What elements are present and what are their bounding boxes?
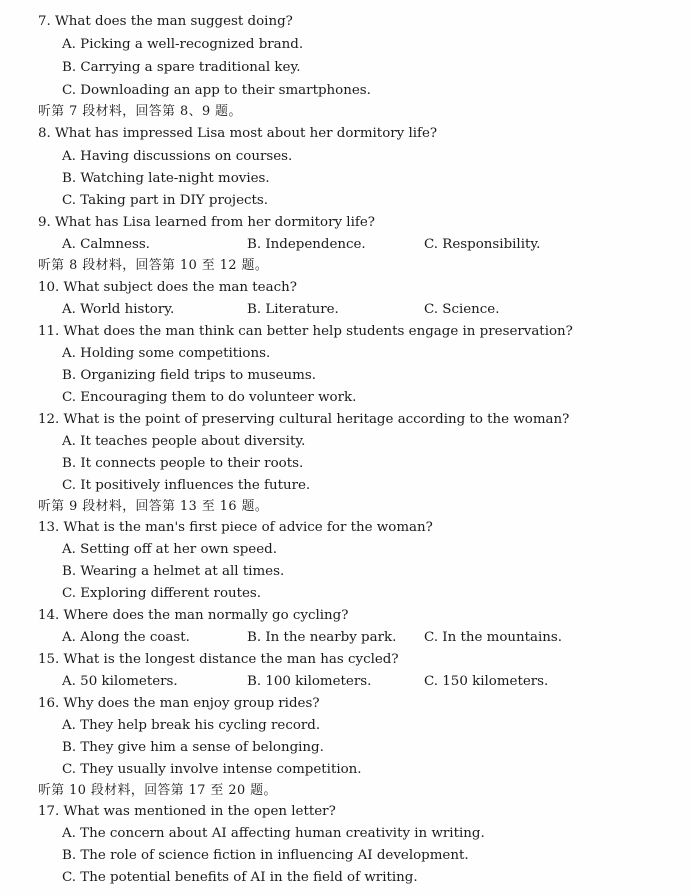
q9-option-c: C. Responsibility. <box>424 237 541 252</box>
section-8-instruction: 听第 8 段材料，回答第 10 至 12 题。 <box>38 258 269 273</box>
q9-option-b: B. Independence. <box>247 237 366 252</box>
q9-option-a: A. Calmness. <box>62 237 150 252</box>
q10-option-b: B. Literature. <box>247 302 339 317</box>
q15-options-row <box>62 672 682 694</box>
q17-option-a: A. The concern about AI affecting human creativity in writing. <box>62 826 485 841</box>
q16-option-b: B. They give him a sense of belonging. <box>62 740 324 755</box>
q7-option-b: B. Carrying a spare traditional key. <box>62 60 301 75</box>
q12-option-c: C. It positively influences the future. <box>62 478 311 493</box>
q11-option-a: A. Holding some competitions. <box>62 346 271 361</box>
q16-option-a: A. They help break his cycling record. <box>62 718 321 733</box>
question-17: 17. What was mentioned in the open letter? <box>38 804 336 819</box>
q14-option-b: B. In the nearby park. <box>247 630 397 645</box>
q11-option-c: C. Encouraging them to do volunteer work. <box>62 390 357 405</box>
question-8: 8. What has impressed Lisa most about her dormitory life? <box>38 126 438 141</box>
q8-option-c: C. Taking part in DIY projects. <box>62 193 269 208</box>
q12-option-b: B. It connects people to their roots. <box>62 456 304 471</box>
q9-options-row <box>62 235 682 257</box>
question-13: 13. What is the man's first piece of advice for the woman? <box>38 520 433 535</box>
question-7: 7. What does the man suggest doing? <box>38 14 293 29</box>
q12-option-a: A. It teaches people about diversity. <box>62 434 306 449</box>
q7-option-a: A. Picking a well-recognized brand. <box>62 37 304 52</box>
question-9: 9. What has Lisa learned from her dormitory life? <box>38 215 375 230</box>
q10-options-row <box>62 300 682 322</box>
q16-option-c: C. They usually involve intense competition. <box>62 762 362 777</box>
question-16: 16. Why does the man enjoy group rides? <box>38 696 320 711</box>
q15-option-a: A. 50 kilometers. <box>62 674 178 689</box>
q14-option-a: A. Along the coast. <box>62 630 190 645</box>
q7-option-c: C. Downloading an app to their smartphones. <box>62 83 371 98</box>
question-14: 14. Where does the man normally go cycling? <box>38 608 349 623</box>
q13-option-a: A. Setting off at her own speed. <box>62 542 277 557</box>
q15-option-b: B. 100 kilometers. <box>247 674 372 689</box>
q14-option-c: C. In the mountains. <box>424 630 563 645</box>
section-10-instruction: 听第 10 段材料，回答第 17 至 20 题。 <box>38 783 277 798</box>
q8-option-b: B. Watching late-night movies. <box>62 171 270 186</box>
q17-option-c: C. The potential benefits of AI in the field of writing. <box>62 870 418 885</box>
q13-option-c: C. Exploring different routes. <box>62 586 262 601</box>
q13-option-b: B. Wearing a helmet at all times. <box>62 564 285 579</box>
q8-option-a: A. Having discussions on courses. <box>62 149 293 164</box>
question-12: 12. What is the point of preserving cultural heritage according to the woman? <box>38 412 570 427</box>
q14-options-row <box>62 628 682 650</box>
q17-option-b: B. The role of science fiction in influencing AI development. <box>62 848 469 863</box>
section-7-instruction: 听第 7 段材料，回答第 8、9 题。 <box>38 104 242 119</box>
q10-option-c: C. Science. <box>424 302 500 317</box>
question-15: 15. What is the longest distance the man has cycled? <box>38 652 399 667</box>
question-11: 11. What does the man think can better help students engage in preservation? <box>38 324 573 339</box>
q15-option-c: C. 150 kilometers. <box>424 674 549 689</box>
q11-option-b: B. Organizing field trips to museums. <box>62 368 316 383</box>
question-10: 10. What subject does the man teach? <box>38 280 297 295</box>
q10-option-a: A. World history. <box>62 302 175 317</box>
section-9-instruction: 听第 9 段材料，回答第 13 至 16 题。 <box>38 499 269 514</box>
